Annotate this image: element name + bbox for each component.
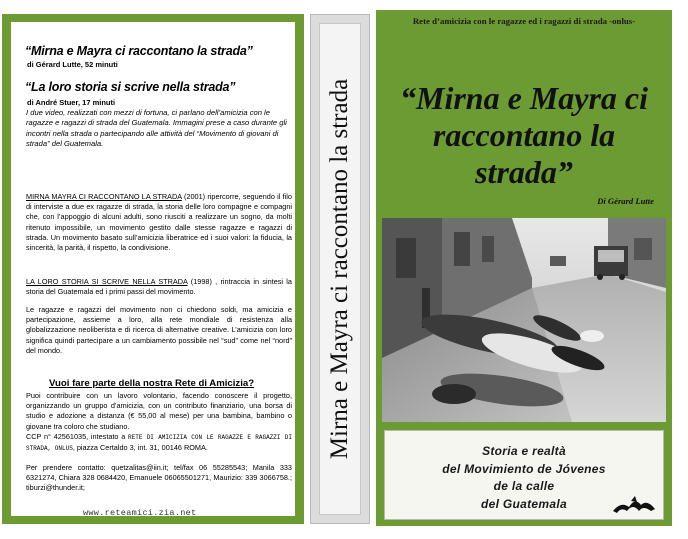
film1-credit: di Gérard Lutte, 52 minuti [27, 60, 118, 69]
ccp-address: , piazza Certaldo 3, int. 31, 00146 ROMA. [72, 443, 208, 453]
join-question: Vuoi fare parte della nostra Rete di Amicizia? [49, 378, 255, 389]
paragraph-ccp [26, 432, 292, 454]
subtitle-line-1: Storia e realtà [482, 444, 566, 458]
street-photo-illustration [382, 218, 666, 422]
ccp-holder: RETE DI AMICIZIA CON LE RAGAZZE E RAGAZZI DI STRADA, ONLUS [26, 434, 292, 453]
paragraph-contacts: Per prendere contatto: quetzalitas@iin.it; tel/fax 06 55285543; Manila 333 6321274, Chiara 328 0684420, Emanuele 06065501271, Maurizio: 339 3066758.; tiburzi@thunder.it; [26, 463, 292, 493]
cover-title: “Mirna e Mayra ci raccontano la strada” [400, 80, 648, 190]
cover-author: Di Gérard Lutte [597, 196, 654, 206]
film1-title: “Mirna e Mayra ci raccontano la strada” [25, 44, 253, 58]
paragraph-loro-storia-title: LA LORO STORIA SI SCRIVE NELLA STRADA [26, 277, 188, 286]
paragraph-mirna-mayra-title: MIRNA MAYRA CI RACCONTANO LA STRADA [26, 192, 182, 201]
subtitle-box [384, 430, 664, 520]
back-cover [2, 14, 304, 524]
paragraph-loro-storia-text: (1998) , rintraccia in sintesi la storia del Guatemala ed i primi passi del movimento. [26, 277, 292, 297]
paragraph-contribute: Puoi contribuire con un lavoro volontario, facendo conoscere il progetto, organizzando un gruppo d’amicizia, con un contributo finanziario, una borsa di studio e adozione a distanza (€ 55,00 al mese) per una bambina, bambino o giovane tra coloro che studiano. [26, 391, 292, 431]
back-cover-content [11, 22, 295, 516]
website-link[interactable]: www.reteamici.zia.net [83, 508, 197, 516]
organization-logo-icon [611, 495, 657, 515]
paragraph-movement: Le ragazze e ragazzi del movimento non ci chiedono soldi, ma amicizia e partecipazione, assieme a loro, alla rete mondiale di resistenza alla globalizzazione neoliberista e di ricerca di alternative creative. L’amicizia con loro significa quindi partecipare a un cambiamento possibile nel “sud” come nel “nord” del mondo. [26, 305, 292, 355]
street-photo [382, 218, 666, 422]
front-cover [376, 10, 672, 526]
film2-credit: di André Stuer, 17 minuti [27, 98, 116, 107]
organization-name: Rete d’amicizia con le ragazze ed i ragazzi di strada -onlus- [412, 16, 636, 26]
subtitle-line-3: de la calle [493, 479, 555, 493]
spine-title: Mirna e Mayra ci raccontano la strada [326, 78, 353, 460]
spine-inner [319, 23, 361, 515]
subtitle-line-4: del Guatemala [481, 496, 567, 511]
ccp-prefix: CCP n° 42561035, intestato a [26, 432, 128, 441]
paragraph-mirna-mayra-text: (2001) ripercorre, seguendo il filo di interviste a due ex ragazze di strada, la storia delle loro compagne e compagni che, con l’appoggio di alcuni adulti, sono riusciti a realizzare un sogno, da molti ritenuto impossibile, un movimento gestito dalle stesse ragazze e ragazzi di strada. Un movimento basato sull’amicizia liberatrice ed i suoi valori: la fiducia, la sincerità, la parità, il rispetto, la condivisione. [26, 192, 292, 253]
film2-title: “La loro storia si scrive nella strada” [25, 80, 236, 94]
paragraph-loro-storia [26, 277, 292, 297]
paragraph-mirna-mayra [26, 192, 292, 253]
subtitle-line-2: del Movimiento de Jóvenes [442, 461, 606, 476]
intro-text: I due video, realizzati con mezzi di fortuna, ci parlano dell’amicizia con le ragazze e ragazzi di strada del Guatemala. Immagini prese a caso durante gli incontri nella strada o partecipando alle attività del “Movimento di giovani di strada” del Guatemala. [26, 108, 287, 149]
spine [310, 14, 370, 524]
